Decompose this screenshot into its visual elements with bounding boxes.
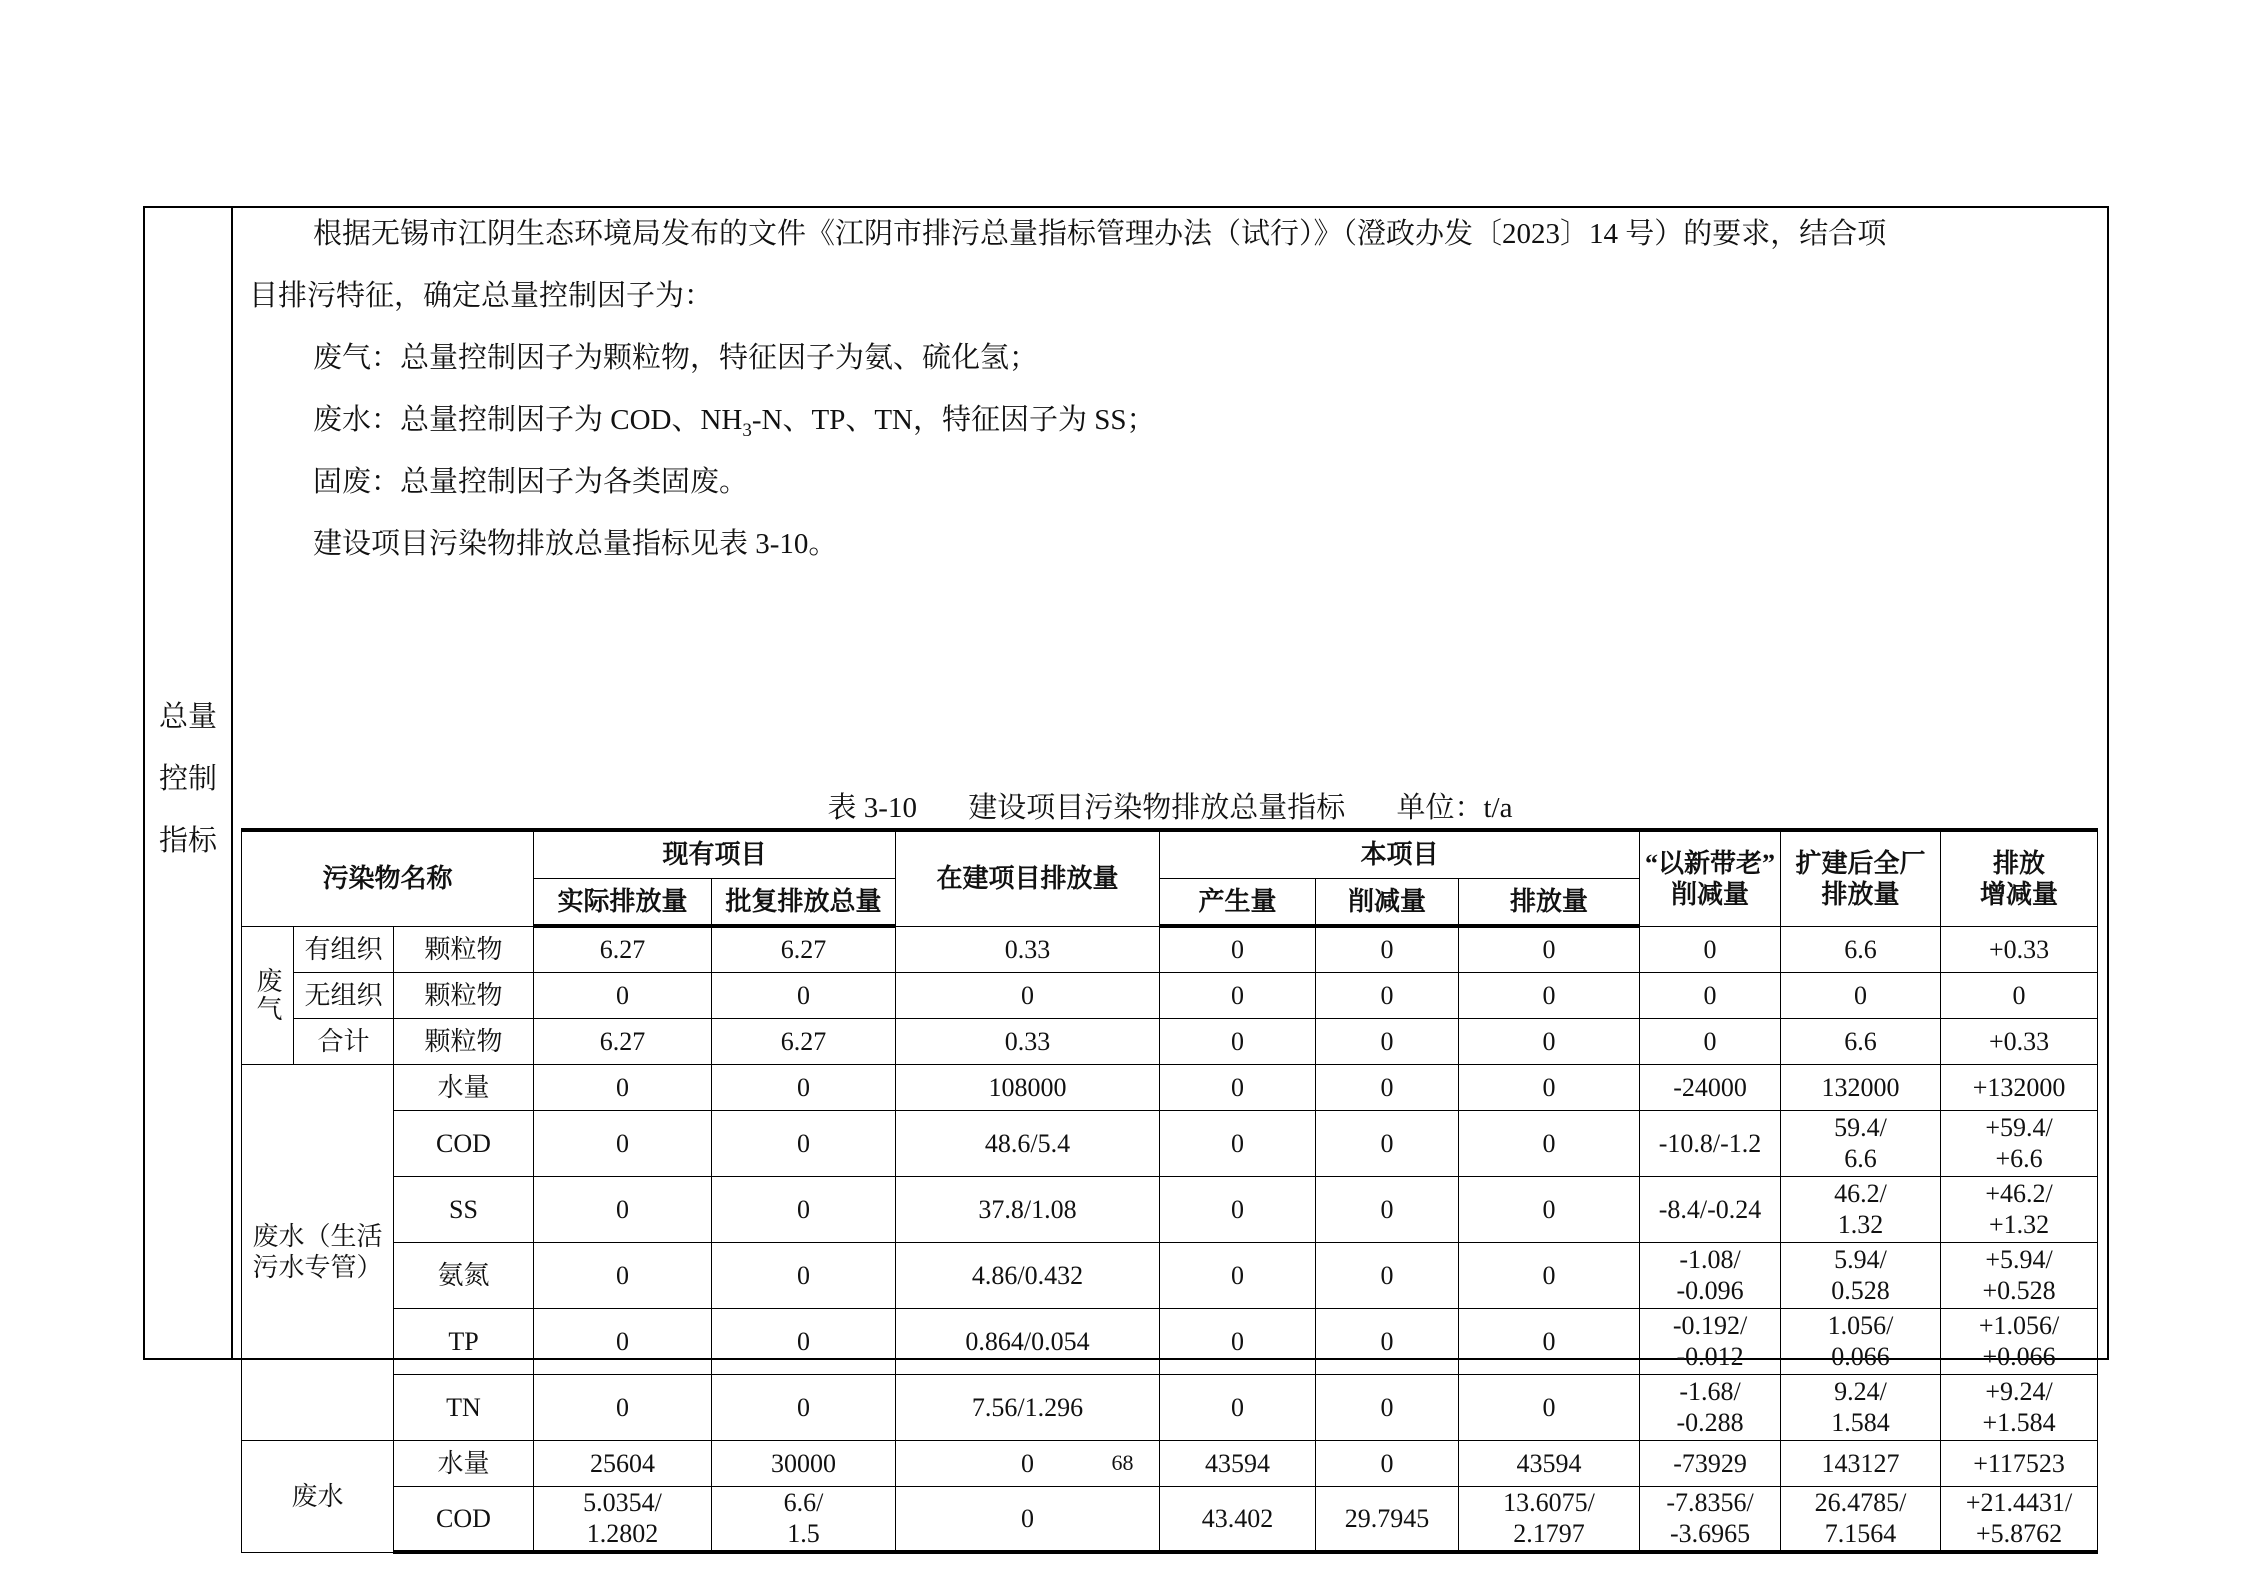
value-cell: 0 [1160,926,1316,972]
value-cell: 0 [1459,972,1640,1018]
value-cell: 0 [1316,1308,1459,1374]
table-row [242,1018,2098,1064]
item-cell: 颗粒物 [394,1018,534,1064]
value-cell: 0 [1316,1440,1459,1486]
table-row [242,1374,2098,1440]
value-cell: 0 [534,1110,712,1176]
value-cell: 0 [534,1064,712,1110]
emission-table [241,828,2098,1554]
caption-unit: 单位：t/a [1396,792,1513,824]
value-cell: 0 [1640,1018,1781,1064]
value-cell: 0 [1160,1242,1316,1308]
table-row [242,1064,2098,1110]
value-cell: 5.94/ 0.528 [1781,1242,1941,1308]
value-cell: 0 [1459,1018,1640,1064]
value-cell: 0 [534,1308,712,1374]
item-cell: 水量 [394,1064,534,1110]
value-cell: 0 [1459,926,1640,972]
value-cell: +46.2/ +1.32 [1941,1176,2098,1242]
category-cell: 无组织 [294,972,394,1018]
value-cell: 0 [1316,1110,1459,1176]
value-cell: 29.7945 [1316,1486,1459,1552]
value-cell: 0.33 [896,926,1160,972]
table-row [242,1308,2098,1374]
value-cell: 0 [1316,972,1459,1018]
caption-number: 表 3-10 [827,792,917,824]
value-cell: 0 [1459,1374,1640,1440]
value-cell: 6.27 [534,1018,712,1064]
value-cell: +5.94/ +0.528 [1941,1242,2098,1308]
value-cell: +0.33 [1941,1018,2098,1064]
value-cell: 37.8/1.08 [896,1176,1160,1242]
value-cell: 0 [1160,1308,1316,1374]
value-cell: 0 [712,1374,896,1440]
value-cell: 0 [1941,972,2098,1018]
value-cell: -7.8356/ -3.6965 [1640,1486,1781,1552]
value-cell: 0 [1160,1018,1316,1064]
paragraph-wastewater [313,400,1155,451]
header-generated: 产生量 [1160,878,1316,926]
value-cell: 0.864/0.054 [896,1308,1160,1374]
value-cell: 0 [1160,1110,1316,1176]
category-cell: 合计 [294,1018,394,1064]
table-row [242,1242,2098,1308]
value-cell: 43.402 [1160,1486,1316,1552]
group-domestic-wastewater: 废水（生活 污水专管） [242,1064,394,1440]
value-cell: 0 [1316,1242,1459,1308]
side-label-line: 总量 [158,701,217,733]
value-cell: +0.33 [1941,926,2098,972]
table-row [242,1176,2098,1242]
value-cell: 0 [1459,1176,1640,1242]
table-caption [233,788,2107,828]
value-cell: 6.6 [1781,926,1941,972]
header-existing: 现有项目 [534,830,896,878]
paragraph-solid-waste: 固废：总量控制因子为各类固废。 [313,466,749,498]
item-cell: COD [394,1486,534,1552]
value-cell: 0 [1316,1064,1459,1110]
header-offset: “以新带老” 削减量 [1640,830,1781,926]
value-cell: 0 [1640,972,1781,1018]
value-cell: 1.056/ 0.066 [1781,1308,1941,1374]
value-cell: 0 [534,1242,712,1308]
header-reduced: 削减量 [1316,878,1459,926]
value-cell: 30000 [712,1440,896,1486]
value-cell: 9.24/ 1.584 [1781,1374,1941,1440]
value-cell: 0 [712,1308,896,1374]
value-cell: 0 [534,972,712,1018]
value-cell: 59.4/ 6.6 [1781,1110,1941,1176]
value-cell: 43594 [1160,1440,1316,1486]
value-cell: 0 [1316,926,1459,972]
side-label-line: 指标 [158,825,217,857]
value-cell: 13.6075/ 2.1797 [1459,1486,1640,1552]
header-pollutant-name: 污染物名称 [242,830,534,926]
value-cell: 26.4785/ 7.1564 [1781,1486,1941,1552]
value-cell: 25604 [534,1440,712,1486]
content-frame [143,206,2109,1549]
value-cell: 0 [1316,1374,1459,1440]
value-cell: 6.27 [534,926,712,972]
wastewater-text-a: 废水：总量控制因子为 COD、NH [313,404,743,436]
page-number: 68 [1111,1450,1134,1475]
item-cell: TN [394,1374,534,1440]
value-cell: -0.192/ -0.012 [1640,1308,1781,1374]
value-cell: 0 [1640,926,1781,972]
table-row [242,926,2098,972]
paragraph-basis-line1: 根据无锡市江阴生态环境局发布的文件《江阴市排污总量指标管理办法（试行）》（澄政办发〔2023〕14 号）的要求，结合项 [313,218,1887,250]
value-cell: 6.6/ 1.5 [712,1486,896,1552]
value-cell: 0 [712,1176,896,1242]
value-cell: +132000 [1941,1064,2098,1110]
value-cell: 7.56/1.296 [896,1374,1160,1440]
value-cell: 6.27 [712,926,896,972]
header-plant-total: 扩建后全厂 排放量 [1781,830,1941,926]
value-cell: 0 [1459,1242,1640,1308]
item-cell: 氨氮 [394,1242,534,1308]
value-cell: 0 [896,1440,1160,1486]
category-cell: 有组织 [294,926,394,972]
table-row [242,972,2098,1018]
paragraph-basis-line2: 目排污特征，确定总量控制因子为： [249,280,714,312]
wastewater-text-b: -N、TP、TN，特征因子为 SS； [751,404,1156,436]
header-under-construction: 在建项目排放量 [896,830,1160,926]
value-cell: 0 [1459,1308,1640,1374]
value-cell: +59.4/ +6.6 [1941,1110,2098,1176]
item-cell: 颗粒物 [394,926,534,972]
value-cell: 0 [534,1374,712,1440]
paragraph-waste-gas: 废气：总量控制因子为颗粒物，特征因子为氨、硫化氢； [313,342,1039,374]
item-cell: COD [394,1110,534,1176]
value-cell: 132000 [1781,1064,1941,1110]
value-cell: -1.08/ -0.096 [1640,1242,1781,1308]
value-cell: 0 [1781,972,1941,1018]
value-cell: +1.056/ +0.066 [1941,1308,2098,1374]
header-emitted: 排放量 [1459,878,1640,926]
value-cell: 0 [712,1110,896,1176]
group-wastewater: 废水 [242,1440,394,1552]
value-cell: -24000 [1640,1064,1781,1110]
value-cell: 6.6 [1781,1018,1941,1064]
side-label-line: 控制 [158,763,217,795]
value-cell: 0 [1316,1018,1459,1064]
value-cell: -8.4/-0.24 [1640,1176,1781,1242]
value-cell: 43594 [1459,1440,1640,1486]
group-waste-gas: 废气 [242,926,294,1064]
value-cell: -10.8/-1.2 [1640,1110,1781,1176]
item-cell: 颗粒物 [394,972,534,1018]
header-this-project: 本项目 [1160,830,1640,878]
value-cell: +21.4431/ +5.8762 [1941,1486,2098,1552]
value-cell: 5.0354/ 1.2802 [534,1486,712,1552]
item-cell: SS [394,1176,534,1242]
value-cell: 0 [712,1064,896,1110]
value-cell: 6.27 [712,1018,896,1064]
value-cell: 0 [712,972,896,1018]
item-cell: TP [394,1308,534,1374]
value-cell: 0 [534,1176,712,1242]
header-change: 排放 增减量 [1941,830,2098,926]
header-actual-emission: 实际排放量 [534,878,712,926]
value-cell: 0 [1316,1176,1459,1242]
value-cell: 0 [1160,1374,1316,1440]
content-column [233,208,2107,1549]
header-approved-total: 批复排放总量 [712,878,896,926]
value-cell: 0.33 [896,1018,1160,1064]
value-cell: +117523 [1941,1440,2098,1486]
paragraph-table-ref: 建设项目污染物排放总量指标见表 3-10。 [313,528,838,560]
value-cell: 0 [1160,972,1316,1018]
value-cell: +9.24/ +1.584 [1941,1374,2098,1440]
nh3-subscript: 3 [742,419,752,441]
side-column [145,208,233,1358]
emission-table-wrapper [241,828,2097,1554]
value-cell: 4.86/0.432 [896,1242,1160,1308]
value-cell: -73929 [1640,1440,1781,1486]
value-cell: 0 [712,1242,896,1308]
item-cell: 水量 [394,1440,534,1486]
value-cell: 0 [896,1486,1160,1552]
value-cell: 0 [1459,1064,1640,1110]
value-cell: 108000 [896,1064,1160,1110]
value-cell: 46.2/ 1.32 [1781,1176,1941,1242]
value-cell: 143127 [1781,1440,1941,1486]
side-label [145,686,231,872]
value-cell: 0 [1160,1064,1316,1110]
value-cell: 0 [896,972,1160,1018]
value-cell: -1.68/ -0.288 [1640,1374,1781,1440]
value-cell: 0 [1160,1176,1316,1242]
caption-title: 建设项目污染物排放总量指标 [968,792,1346,824]
value-cell: 0 [1459,1110,1640,1176]
table-row [242,1110,2098,1176]
table-row [242,1486,2098,1552]
value-cell: 48.6/5.4 [896,1110,1160,1176]
